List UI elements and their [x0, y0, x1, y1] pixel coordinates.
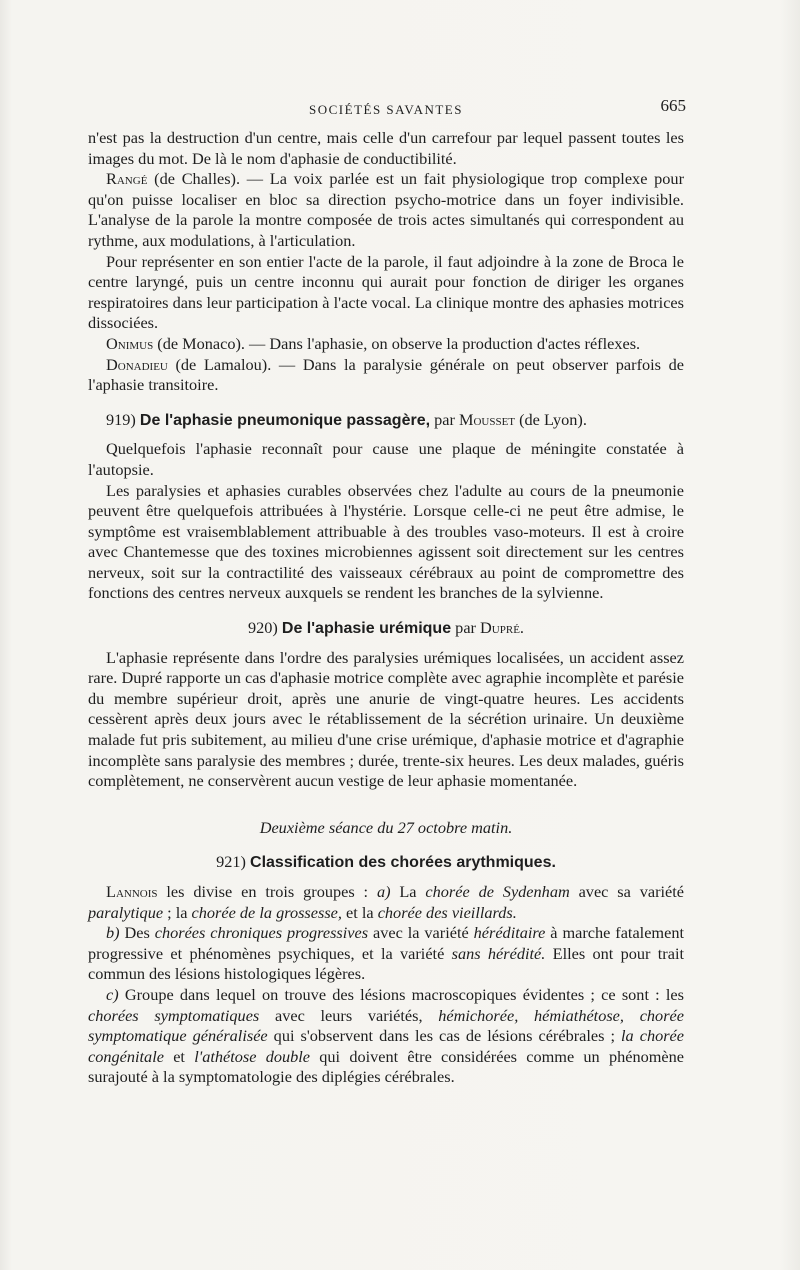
section-author: Mousset — [458, 409, 516, 429]
text-run: Des — [119, 923, 155, 943]
text-run: à marche fatalement progressive et phénomènes psychiques, et la variété — [88, 923, 684, 963]
paragraph-920-1: L'aphasie représente dans l'ordre des paralysies urémiques localisées, un accident assez rare. Dupré rapporte un cas d'aphasie motrice complète avec agraphie incomplète et parésie du membre supérieur droit, après une anurie de vingt-quatre heures. Les accidents cessèrent après deux jours avec le rétablissement de la sécrétion urinaire. Un deuxième malade fut pris subitement, au milieu d'une crise urémique, d'aphasie motrice et d'agraphie incomplète sans paralysie des membres ; durée, trente-six heures. Les deux malades, guéris complètement, ne conservèrent aucun vestige de leur aphasie momentanée. — [88, 647, 684, 791]
section-by: par — [451, 618, 481, 638]
text-run: ; la — [163, 902, 192, 922]
section-heading-921 — [88, 852, 684, 874]
paragraph-919-2: Les paralysies et aphasies curables observées chez l'adulte au cours de la pneumonie peuvent être quelquefois attribuées à l'hystérie. Lorsque celle-ci ne peut être admise, le symptôme est vraisemblablement attribuable à des troubles vaso-moteurs. Il est à croire avec Chantemesse que des toxines microbiennes agissent soit directement sur les centres nerveux, soit sur la contractilité des vaisseaux cérébraux au point de compromettre des fonctions des centres nerveux auxquels se rendent les branches de la sylvienne. — [88, 480, 684, 603]
italic-run: chorées chroniques progressives — [154, 923, 369, 943]
paragraph-text: (de Lamalou). — Dans la paralysie générale on peut observer parfois de l'aphasie transitoire. — [88, 354, 684, 395]
italic-run: b) — [106, 923, 120, 943]
paragraph-921-a — [88, 882, 684, 923]
speaker-name: Rangé — [106, 169, 148, 189]
section-number: 920) — [247, 618, 278, 638]
paragraph-onimus — [88, 334, 684, 355]
running-head — [88, 96, 684, 122]
running-head-title: SOCIÉTÉS SAVANTES — [309, 102, 463, 117]
italic-run: chorée de la grossesse, — [191, 902, 342, 922]
section-title: De l'aphasie urémique — [281, 620, 452, 638]
paragraph-text: (de Challes). — La voix parlée est un fait physiologique trop complexe pour qu'on puisse localiser en bloc sa direction psycho-motrice dans un foyer indivisible. L'analyse de la parole la montre composée de trois actes simultanés qui correspondent au rythme, aux modulations, à l'articulation. — [88, 169, 684, 250]
text-run: avec sa variété — [569, 882, 684, 901]
paragraph-continuation: n'est pas la destruction d'un centre, mais celle d'un carrefour par lequel passent toutes les images du mot. De là le nom d'aphasie de conductibilité. — [88, 128, 684, 168]
italic-run: chorée de Sydenham — [425, 882, 570, 901]
italic-run: c) — [106, 984, 119, 1004]
text-run: Groupe dans lequel on trouve des lésions macroscopiques évidentes ; ce sont : les — [118, 984, 684, 1004]
text-run: et — [163, 1046, 195, 1066]
paragraph-921-c — [88, 985, 684, 1088]
section-heading-919 — [88, 410, 684, 432]
speaker-name: Onimus — [106, 333, 154, 353]
section-author: Dupré. — [480, 618, 524, 638]
paragraph-range — [88, 169, 684, 251]
section-number: 921) — [216, 852, 246, 872]
text-run: Elles ont pour trait commun des lésions histologiques légères. — [88, 943, 685, 984]
paragraph-donadieu — [88, 355, 684, 396]
session-title: Deuxième séance du 27 octobre matin. — [259, 817, 513, 837]
italic-run: l'athétose double — [194, 1046, 311, 1066]
section-heading-920 — [88, 618, 684, 640]
page-number: 665 — [660, 96, 686, 115]
section-number: 919) — [106, 409, 136, 429]
section-title: De l'aphasie pneumonique passagère, — [139, 411, 431, 429]
italic-run: paralytique — [88, 902, 164, 922]
italic-run: chorées symptomatiques — [88, 1005, 260, 1025]
text-run: La — [390, 882, 426, 901]
paragraph-broca: Pour représenter en son entier l'acte de la parole, il faut adjoindre à la zone de Broca le centre laryngé, puis un centre inconnu qui aurait pour fonction de diriger les organes respiratoires dans leur participation à l'acte vocal. La clinique montre des aphasies motrices dissociées. — [88, 251, 684, 333]
italic-run: hémichorée, hémiathétose, chorée symptomatique généralisée — [88, 1005, 684, 1046]
italic-run: chorée des vieillards. — [377, 902, 517, 922]
text-run: et la — [341, 902, 378, 922]
paragraph-921-b — [88, 923, 684, 985]
italic-run: a) — [376, 882, 391, 901]
section-place: (de Lyon). — [515, 409, 587, 429]
section-title: Classification des chorées arythmiques. — [250, 854, 556, 872]
speaker-name: Lannois — [106, 882, 158, 901]
section-by: par — [430, 409, 459, 429]
paragraph-919-1: Quelquefois l'aphasie reconnaît pour cause une plaque de méningite constatée à l'autopsie. — [88, 439, 684, 479]
italic-run: la chorée congénitale — [88, 1026, 685, 1066]
speaker-name: Donadieu — [106, 354, 168, 374]
body-text — [88, 128, 684, 1088]
italic-run: sans hérédité. — [451, 943, 546, 963]
text-run: qui doivent être considérées comme un phénomène surajouté à la symptomatologie des diplégies cérébrales. — [88, 1046, 684, 1087]
italic-run: héréditaire — [473, 923, 546, 943]
text-run: les divise en trois groupes : — [157, 882, 377, 901]
text-run: avec la variété — [368, 923, 474, 943]
text-run: avec leurs variétés, — [259, 1005, 439, 1025]
paragraph-text: (de Monaco). — Dans l'aphasie, on observe la production d'actes réflexes. — [153, 333, 641, 353]
text-run: qui s'observent dans les cas de lésions cérébrales ; — [267, 1026, 622, 1046]
